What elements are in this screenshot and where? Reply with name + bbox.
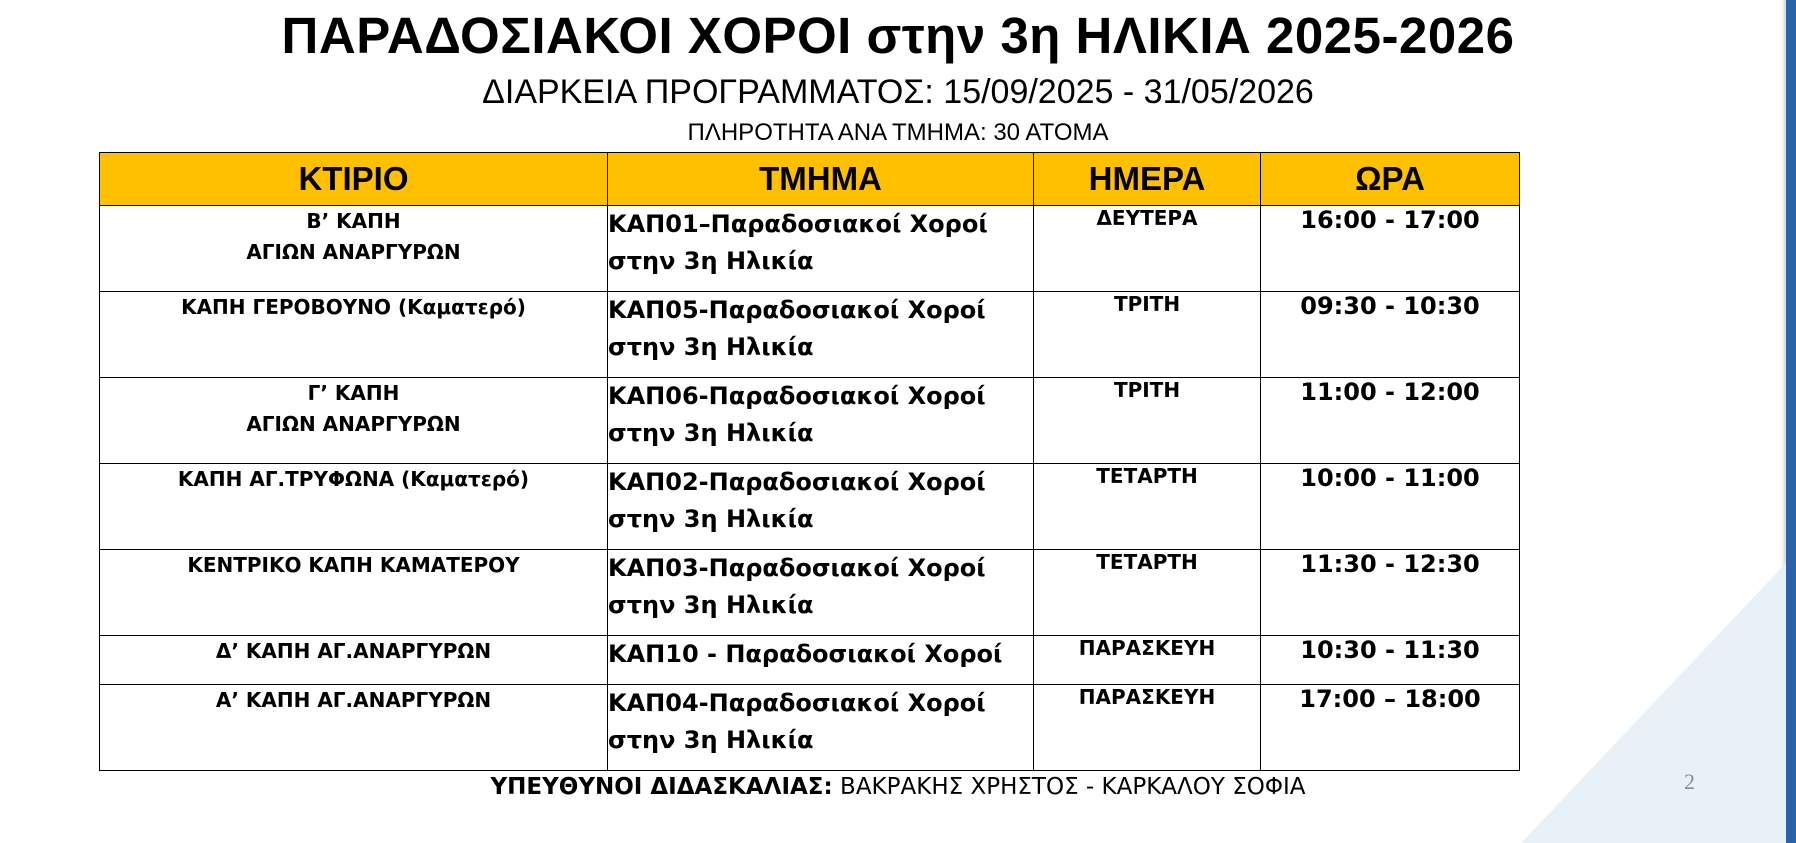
time-cell: 10:00 - 11:00 (1261, 464, 1520, 550)
page-number: 2 (1684, 769, 1695, 794)
table-row (100, 464, 1520, 550)
time-cell: 10:30 - 11:30 (1261, 636, 1520, 685)
section-cell (608, 464, 1034, 550)
section-line1: ΚΑΠ04-Παραδοσιακοί Χοροί (608, 689, 986, 717)
building-cell: Δ’ ΚΑΠΗ ΑΓ.ΑΝΑΡΓΥΡΩΝ (100, 636, 608, 685)
day-cell: ΤΕΤΑΡΤΗ (1034, 464, 1261, 550)
day-cell: ΤΕΤΑΡΤΗ (1034, 550, 1261, 636)
instructors-footer (0, 774, 1796, 800)
table-row (100, 292, 1520, 378)
program-duration: ΔΙΑΡΚΕΙΑ ΠΡΟΓΡΑΜΜΑΤΟΣ: 15/09/2025 - 31/05/2026 (482, 73, 1314, 111)
building-line1: Γ’ ΚΑΠΗ (307, 381, 400, 405)
capacity-note: ΠΛΗΡΟΤΗΤΑ ΑΝΑ ΤΜΗΜΑ: 30 ΑΤΟΜΑ (687, 119, 1109, 146)
section-cell (608, 206, 1034, 292)
section-line2: στην 3η Ηλικία (608, 419, 814, 447)
building-cell: ΚΑΠΗ ΓΕΡΟΒΟΥΝΟ (Καματερό) (100, 292, 608, 378)
time-cell: 17:00 – 18:00 (1261, 685, 1520, 771)
time-cell: 09:30 - 10:30 (1261, 292, 1520, 378)
section-line2: στην 3η Ηλικία (608, 505, 814, 533)
building-cell: ΚΑΠΗ ΑΓ.ΤΡΥΦΩΝΑ (Καματερό) (100, 464, 608, 550)
header-section: ΤΜΗΜΑ (608, 153, 1034, 206)
page-title: ΠΑΡΑΔΟΣΙΑΚΟΙ ΧΟΡΟΙ στην 3η ΗΛΙΚΙΑ 2025-2026 (281, 7, 1515, 64)
time-cell: 11:30 - 12:30 (1261, 550, 1520, 636)
day-cell: ΠΑΡΑΣΚΕΥΗ (1034, 685, 1261, 771)
section-cell: ΚΑΠ10 - Παραδοσιακοί Χοροί (608, 636, 1034, 685)
header-day: ΗΜΕΡΑ (1034, 153, 1261, 206)
section-line1: ΚΑΠ03-Παραδοσιακοί Χοροί (608, 554, 986, 582)
building-line1: Β’ ΚΑΠΗ (306, 209, 401, 233)
table-row (100, 685, 1520, 771)
day-cell: ΠΑΡΑΣΚΕΥΗ (1034, 636, 1261, 685)
header-time: ΩΡΑ (1261, 153, 1520, 206)
instructors-names: ΒΑΚΡΑΚΗΣ ΧΡΗΣΤΟΣ - ΚΑΡΚΑΛΟΥ ΣΟΦΙΑ (832, 774, 1306, 800)
section-line2: στην 3η Ηλικία (608, 247, 814, 275)
section-cell (608, 292, 1034, 378)
corner-decoration (1521, 563, 1786, 843)
section-line1: ΚΑΠ01–Παραδοσιακοί Χοροί (608, 210, 988, 238)
building-cell: Α’ ΚΑΠΗ ΑΓ.ΑΝΑΡΓΥΡΩΝ (100, 685, 608, 771)
building-cell: ΚΕΝΤΡΙΚΟ ΚΑΠΗ ΚΑΜΑΤΕΡΟΥ (100, 550, 608, 636)
table-row (100, 636, 1520, 685)
table-header-row (100, 153, 1520, 206)
section-line2: στην 3η Ηλικία (608, 726, 814, 754)
table-row (100, 378, 1520, 464)
building-cell (100, 378, 608, 464)
building-cell (100, 206, 608, 292)
day-cell: ΤΡΙΤΗ (1034, 292, 1261, 378)
time-cell: 16:00 - 17:00 (1261, 206, 1520, 292)
section-cell (608, 685, 1034, 771)
section-line1: ΚΑΠ05-Παραδοσιακοί Χοροί (608, 296, 986, 324)
day-cell: ΔΕΥΤΕΡΑ (1034, 206, 1261, 292)
table-row (100, 550, 1520, 636)
section-cell (608, 550, 1034, 636)
section-line2: στην 3η Ηλικία (608, 591, 814, 619)
instructors-label: ΥΠΕΥΘΥΝΟΙ ΔΙΔΑΣΚΑΛΙΑΣ: (490, 774, 833, 800)
building-line2: ΑΓΙΩΝ ΑΝΑΡΓΥΡΩΝ (246, 240, 461, 264)
section-line1: ΚΑΠ06-Παραδοσιακοί Χοροί (608, 382, 986, 410)
table-row (100, 206, 1520, 292)
day-cell: ΤΡΙΤΗ (1034, 378, 1261, 464)
section-cell (608, 378, 1034, 464)
building-line2: ΑΓΙΩΝ ΑΝΑΡΓΥΡΩΝ (246, 412, 461, 436)
header-building: ΚΤΙΡΙΟ (100, 153, 608, 206)
section-line2: στην 3η Ηλικία (608, 333, 814, 361)
section-line1: ΚΑΠ02-Παραδοσιακοί Χοροί (608, 468, 986, 496)
time-cell: 11:00 - 12:00 (1261, 378, 1520, 464)
schedule-table (99, 152, 1520, 771)
